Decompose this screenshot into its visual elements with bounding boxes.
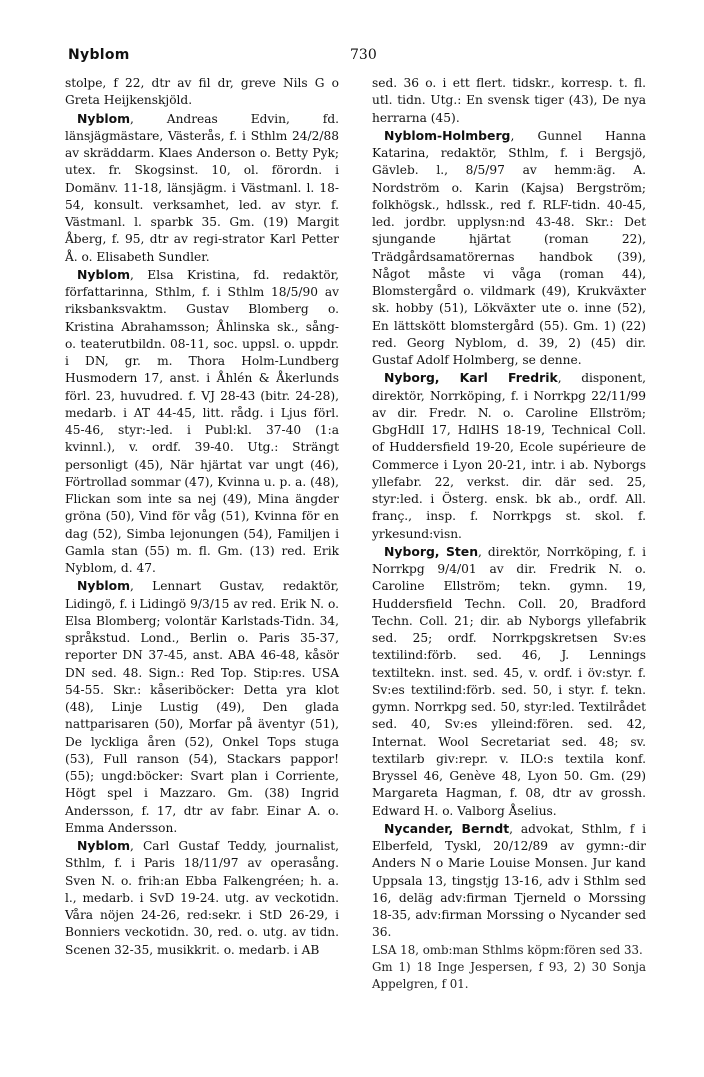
right-column — [372, 75, 646, 993]
entry-headword: Nyblom — [77, 266, 130, 282]
entry-text: , advokat, Sthlm, f i Elberfeld, Tyskl, 20/12/89 av gymn:-dir Anders N o Marie Louise Monsen. Jur kand Uppsala 13, tingstjg 13-16, adv i Sthlm sed 16, deläg adv:firman Tjerneld o Morssing 18-35, adv:firman Morssing o Nycander sed 36. — [372, 821, 646, 940]
entry-nyblom-elsa — [65, 266, 339, 578]
entry-nyblom-teddy — [65, 837, 339, 959]
entry-text: , direktör, Norrköping, f. i Norrkpg 9/4/01 av dir. Fredrik N. o. Caroline Ellström; tekn. gymn. 19, Huddersfield Techn. Coll. 20, Bradford Techn. Coll. 21; dir. ab Nyborgs yllefabrik sed. 25; ordf. Norrkpgskretsen Sv:es textilind:förb. sed. 46, J. Lennings textiltekn. inst. sed. 45, v. ordf. i öv:styr. f. Sv:es textilind:förb. sed. 50, i styr. f. tekn. gymn. Norrkpg sed. 50, styr:led. Textilrådet sed. 40, Sv:es ylleind:fören. sed. 42, Internat. Wool Secretariat sed. 48; sv. textilarb giv:repr. v. ILO:s textila konf. Bryssel 46, Genève 48, Lyon 50. Gm. (29) Margareta Hagman, f. 08, dtr av grossh. Edward H. o. Valborg Åselius. — [372, 544, 646, 818]
entry-nyborg-karl — [372, 369, 646, 543]
entry-text: LSA 18, omb:man Sthlms köpm:fören sed 33. — [372, 942, 643, 957]
entry-text: , disponent, direktör, Norrköping, f. i Norrkpg 22/11/99 av dir. Fredr. N. o. Caroline Ellström; GbgHdlI 17, HdlHS 18-19, Technical Coll. of Huddersfield 19-20, Ecole supérieure de Commerce i Lyon 20-21, intr. i ab. Nyborgs yllefabr. 22, verkst. dir. där sed. 25, styr:led. i Österg. ensk. bk ab., ordf. All. franç., insp. f. Norrkpgs st. skol. f. yrkesund:visn. — [372, 371, 646, 541]
entry-addendum — [372, 959, 646, 994]
entry-text: Gm 1) 18 Inge Jespersen, f 93, 2) 30 Sonja Appelgren, f 01. — [372, 959, 646, 991]
page-number: 730 — [350, 47, 377, 63]
entry-nyblom-lennart — [65, 577, 339, 837]
entry-headword: Nyblom — [77, 110, 130, 126]
entry-headword: Nyborg, Sten — [384, 543, 479, 559]
entry-text: , Carl Gustaf Teddy, journalist, Sthlm, f. i Paris 18/11/97 av operasång. Sven N. o. frih:an Ebba Falkengréen; h. a. l., medarb. i SvD 19-24. utg. av veckotidn. Våra nöjen 24-26, red:sekr. i StD 26-29, i Bonniers veckotidn. 30, red. o. utg. av tidn. Scenen 32-35, musikkrit. o. medarb. i AB — [65, 839, 339, 957]
left-column — [65, 75, 339, 959]
entry-headword: Nyblom-Holmberg — [384, 127, 511, 143]
running-head-name: Nyblom — [68, 47, 130, 63]
entry-addendum — [372, 942, 646, 959]
entry-nyblom-edvin — [65, 110, 339, 266]
entry-headword: Nyborg, Karl Fredrik — [384, 370, 558, 386]
entry-text: , Lennart Gustav, redaktör, Lidingö, f. i Lidingö 9/3/15 av red. Erik N. o. Elsa Blomberg; volontär Karlstads-Tidn. 34, språkstud. Lond., Berlin o. Paris 35-37, reporter DN 37-45, anst. ABA 46-48, kåsör DN sed. 48. Sign.: Red Top. Stip:res. USA 54-55. Skr.: kåseriböcker: Detta yra klot (48), Linje Lustig (49), Den glada nattparisaren (50), Morfar på äventyr (51), De lyckliga åren (52), Onkel Tops stuga (53), Full ranson (54), Stackars pappor! (55); ungd:böcker: Svart plan i Corriente, Högt spel i Mazzaro. Gm. (38) Ingrid Andersson, f. 17, dtr av fabr. Einar A. o. Emma Andersson. — [65, 579, 339, 835]
entry-nyblom-holmberg — [372, 127, 646, 370]
entry-text: , Andreas Edvin, fd. länsjägmästare, Västerås, f. i Sthlm 24/2/88 av skräddarm. Klaes Anderson o. Betty Pyk; utex. fr. Skogsinst. 10, ol. förordn. i Domänv. 11-18, länsjägm. i Västmanl. l. 18-54, konsult. verksamhet, led. av styr. f. Västmanl. l. sparbk 35. Gm. (19) Margit Åberg, f. 95, dtr av regi-strator Karl Petter Å. o. Elisabeth Sundler. — [65, 111, 339, 264]
entry-nycander-berndt — [372, 820, 646, 942]
entry-continuation — [372, 75, 646, 127]
entry-text: stolpe, f 22, dtr av fil dr, greve Nils G o Greta Heijkenskjöld. — [65, 76, 339, 108]
entry-text: , Gunnel Hanna Katarina, redaktör, Sthlm, f. i Bergsjö, Gävleb. l., 8/5/97 av hemm:äg. A. Nordström o. Karin (Kajsa) Bergström; folkhögsk., hdlssk., red f. RLF-tidn. 40-45, led. jordbr. upplysn:nd 43-48. Skr.: Det sjungande hjärtat (roman 22), Trädgårdsamatörernas handbok (39), Något måste vi våga (roman 44), Blomstergård o. vildmark (49), Krukväxter sk. hobby (51), Lökväxter ute o. inne (52), En lättskött blomstergård (55). Gm. 1) (22) red. Georg Nyblom, d. 39, 2) (45) dir. Gustaf Adolf Holmberg, se denne. — [372, 128, 646, 367]
entry-text: sed. 36 o. i ett flert. tidskr., korresp. t. fl. utl. tidn. Utg.: En svensk tiger (43), De nya herrarna (45). — [372, 76, 646, 125]
entry-text: , Elsa Kristina, fd. redaktör, författarinna, Sthlm, f. i Sthlm 18/5/90 av riksbanksvaktm. Gustav Blomberg o. Kristina Abrahamsson; Åhlinska sk., sång- o. teaterutbildn. 08-11, soc. uppsl. o. uppdr. i DN, gr. m. Thora Holm-Lundberg Husmodern 17, anst. i Åhlén & Åkerlunds förl. 23, huvudred. f. VJ 28-43 (bitr. 24-28), medarb. i AT 44-45, litt. rådg. i Ljus förl. 45-46, styr:-led. i Publ:kl. 37-40 (1:a kvinnl.), v. ordf. 39-40. Utg.: Strängt personligt (45), När hjärtat var ungt (46), Förtrollad sommar (47), Kvinna u. p. a. (48), Flickan som inte sa nej (49), Mina ängder gröna (50), Vind för våg (51), Kvinna för en dag (52), Simba lejonungen (54), Familjen i Gamla stan (55) m. fl. Gm. (13) red. Erik Nyblom, d. 47. — [65, 267, 339, 575]
entry-headword: Nyblom — [77, 578, 130, 594]
running-head — [68, 47, 639, 67]
entry-headword: Nycander, Berndt — [384, 820, 510, 836]
entry-nyborg-sten — [372, 543, 646, 820]
entry-headword: Nyblom — [77, 838, 130, 853]
entry-continuation — [65, 75, 339, 110]
